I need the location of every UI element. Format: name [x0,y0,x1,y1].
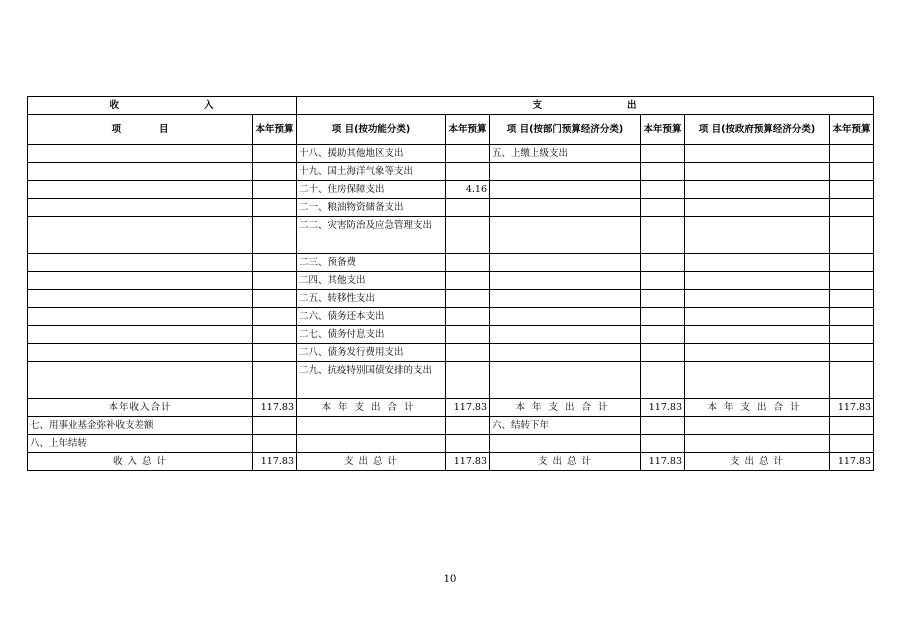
dept-item [490,290,641,308]
gov-grand-value: 117.83 [830,453,874,471]
func-item: 二十、住房保障支出 [297,181,446,199]
table-row [28,326,874,344]
table-row [28,344,874,362]
table-row [28,199,874,217]
dept-item [490,254,641,272]
income-item: 八、上年结转 [28,435,253,453]
dept-item [490,199,641,217]
func-value [446,326,490,344]
gov-total-label: 本年支出合计 [685,399,830,417]
dept-item [490,217,641,254]
func-value [446,145,490,163]
func-item: 十八、援助其他地区支出 [297,145,446,163]
dept-item [490,308,641,326]
dept-item [490,163,641,181]
dept-item [490,326,641,344]
dept-grand-value: 117.83 [641,453,685,471]
func-item: 二八、债务发行费用支出 [297,344,446,362]
func-total-value: 117.83 [446,399,490,417]
func-budget-header: 本年预算 [446,115,490,145]
dept-item [490,344,641,362]
income-grand-value: 117.83 [253,453,297,471]
table-row [28,217,874,254]
func-item: 二七、债务付息支出 [297,326,446,344]
func-item: 二六、债务还本支出 [297,308,446,326]
table-row [28,272,874,290]
dept-item [490,362,641,399]
func-value: 4.16 [446,181,490,199]
table-row [28,145,874,163]
func-item: 二五、转移性支出 [297,290,446,308]
dept-grand-label: 支 出 总 计 [490,453,641,471]
func-item: 二九、抗疫特别国债安排的支出 [297,362,446,399]
income-item: 七、用事业基金弥补收支差额 [28,417,253,435]
func-item: 十九、国土海洋气象等支出 [297,163,446,181]
totals-row [28,399,874,417]
table-row [28,362,874,399]
dept-item [490,272,641,290]
table-row [28,435,874,453]
func-item: 二三、预备费 [297,254,446,272]
income-total-label: 本年收入合计 [28,399,253,417]
dept-item-header: 项 目(按部门预算经济分类) [490,115,641,145]
income-grand-label: 收 入 总 计 [28,453,253,471]
table-row [28,181,874,199]
func-item: 二四、其他支出 [297,272,446,290]
header-row-top [28,97,874,115]
dept-item: 五、上缴上级支出 [490,145,641,163]
dept-total-label: 本年支出合计 [490,399,641,417]
func-value [446,163,490,181]
gov-budget-header: 本年预算 [830,115,874,145]
header-row-columns [28,115,874,145]
func-item: 二二、灾害防治及应急管理支出 [297,217,446,254]
income-item-header: 项 目 [28,115,253,145]
table-row [28,163,874,181]
gov-total-value: 117.83 [830,399,874,417]
table-row [28,290,874,308]
func-item-header: 项 目(按功能分类) [297,115,446,145]
func-item: 二一、粮油物资储备支出 [297,199,446,217]
table-row [28,308,874,326]
table-row [28,417,874,435]
func-value [446,199,490,217]
budget-table [27,96,874,471]
income-header: 收 入 [28,97,297,115]
gov-item-header: 项 目(按政府预算经济分类) [685,115,830,145]
dept-budget-header: 本年预算 [641,115,685,145]
func-value [446,254,490,272]
table-row [28,254,874,272]
dept-item: 六、结转下年 [490,417,641,435]
func-value [446,344,490,362]
func-value [446,272,490,290]
func-value [446,290,490,308]
expense-header: 支 出 [297,97,874,115]
page-number: 10 [443,574,457,585]
income-total-value: 117.83 [253,399,297,417]
func-grand-value: 117.83 [446,453,490,471]
func-total-label: 本年支出合计 [297,399,446,417]
income-budget-header: 本年预算 [253,115,297,145]
func-grand-label: 支 出 总 计 [297,453,446,471]
func-value [446,362,490,399]
gov-grand-label: 支 出 总 计 [685,453,830,471]
func-value [446,217,490,254]
dept-total-value: 117.83 [641,399,685,417]
grand-total-row [28,453,874,471]
dept-item [490,181,641,199]
func-value [446,308,490,326]
